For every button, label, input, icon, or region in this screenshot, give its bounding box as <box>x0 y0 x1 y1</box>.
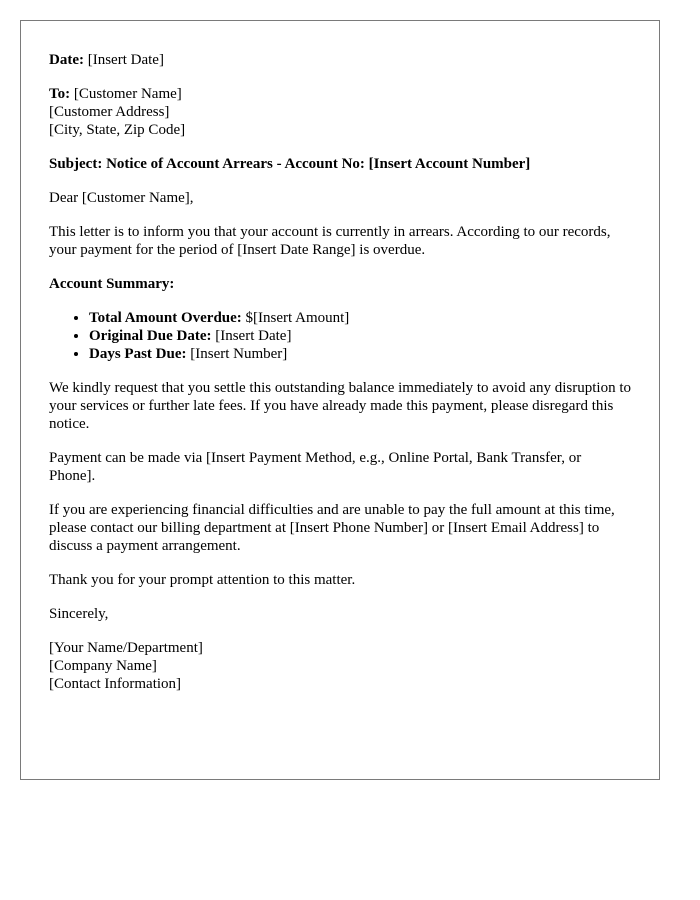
thanks-paragraph: Thank you for your prompt attention to this matter. <box>49 572 356 588</box>
intro-paragraph: This letter is to inform you that your account is currently in arrears. According to our records, your payment for the period of [Insert Date Range] is overdue. <box>49 224 611 258</box>
recipient-address: [Customer Address] <box>49 104 170 120</box>
closing: Sincerely, <box>49 606 109 622</box>
signature-company: [Company Name] <box>49 658 157 674</box>
recipient-name-line <box>49 85 631 103</box>
list-item <box>89 309 631 327</box>
recipient-city: [City, State, Zip Code] <box>49 122 186 138</box>
summary-item-value: [Insert Number] <box>186 346 288 362</box>
date-label: Date: <box>49 52 84 68</box>
difficulties-paragraph: If you are experiencing financial difficulties and are unable to pay the full amount at this time, please contact our billing department at [Insert Phone Number] or [Insert Email Address] to discuss a payment arrangement. <box>49 502 615 554</box>
summary-item-label: Original Due Date: <box>89 328 212 344</box>
recipient-name: [Customer Name] <box>70 86 182 102</box>
subject-line <box>49 155 631 173</box>
signature-name: [Your Name/Department] <box>49 640 203 656</box>
summary-item-value: $[Insert Amount] <box>241 310 350 326</box>
payment-paragraph: Payment can be made via [Insert Payment Method, e.g., Online Portal, Bank Transfer, or Phone]. <box>49 450 582 484</box>
summary-item-label: Days Past Due: <box>89 346 187 362</box>
list-item <box>89 345 631 363</box>
summary-item-label: Total Amount Overdue: <box>89 310 242 326</box>
letter-page <box>20 20 660 780</box>
salutation: Dear [Customer Name], <box>49 190 194 206</box>
signature-block <box>49 639 631 693</box>
recipient-label: To: <box>49 86 71 102</box>
summary-item-value: [Insert Date] <box>211 328 292 344</box>
recipient-block <box>49 85 631 139</box>
signature-contact: [Contact Information] <box>49 676 182 692</box>
summary-heading-text: Account Summary: <box>49 276 175 292</box>
request-paragraph: We kindly request that you settle this outstanding balance immediately to avoid any disruption to your services or further late fees. If you have already made this payment, please disregard this notice. <box>49 380 632 432</box>
subject-text: Subject: Notice of Account Arrears - Account No: [Insert Account Number] <box>49 156 531 172</box>
list-item <box>89 327 631 345</box>
date-value: [Insert Date] <box>83 52 164 68</box>
summary-list <box>49 309 631 363</box>
date-line <box>49 51 631 69</box>
summary-heading <box>49 275 631 293</box>
